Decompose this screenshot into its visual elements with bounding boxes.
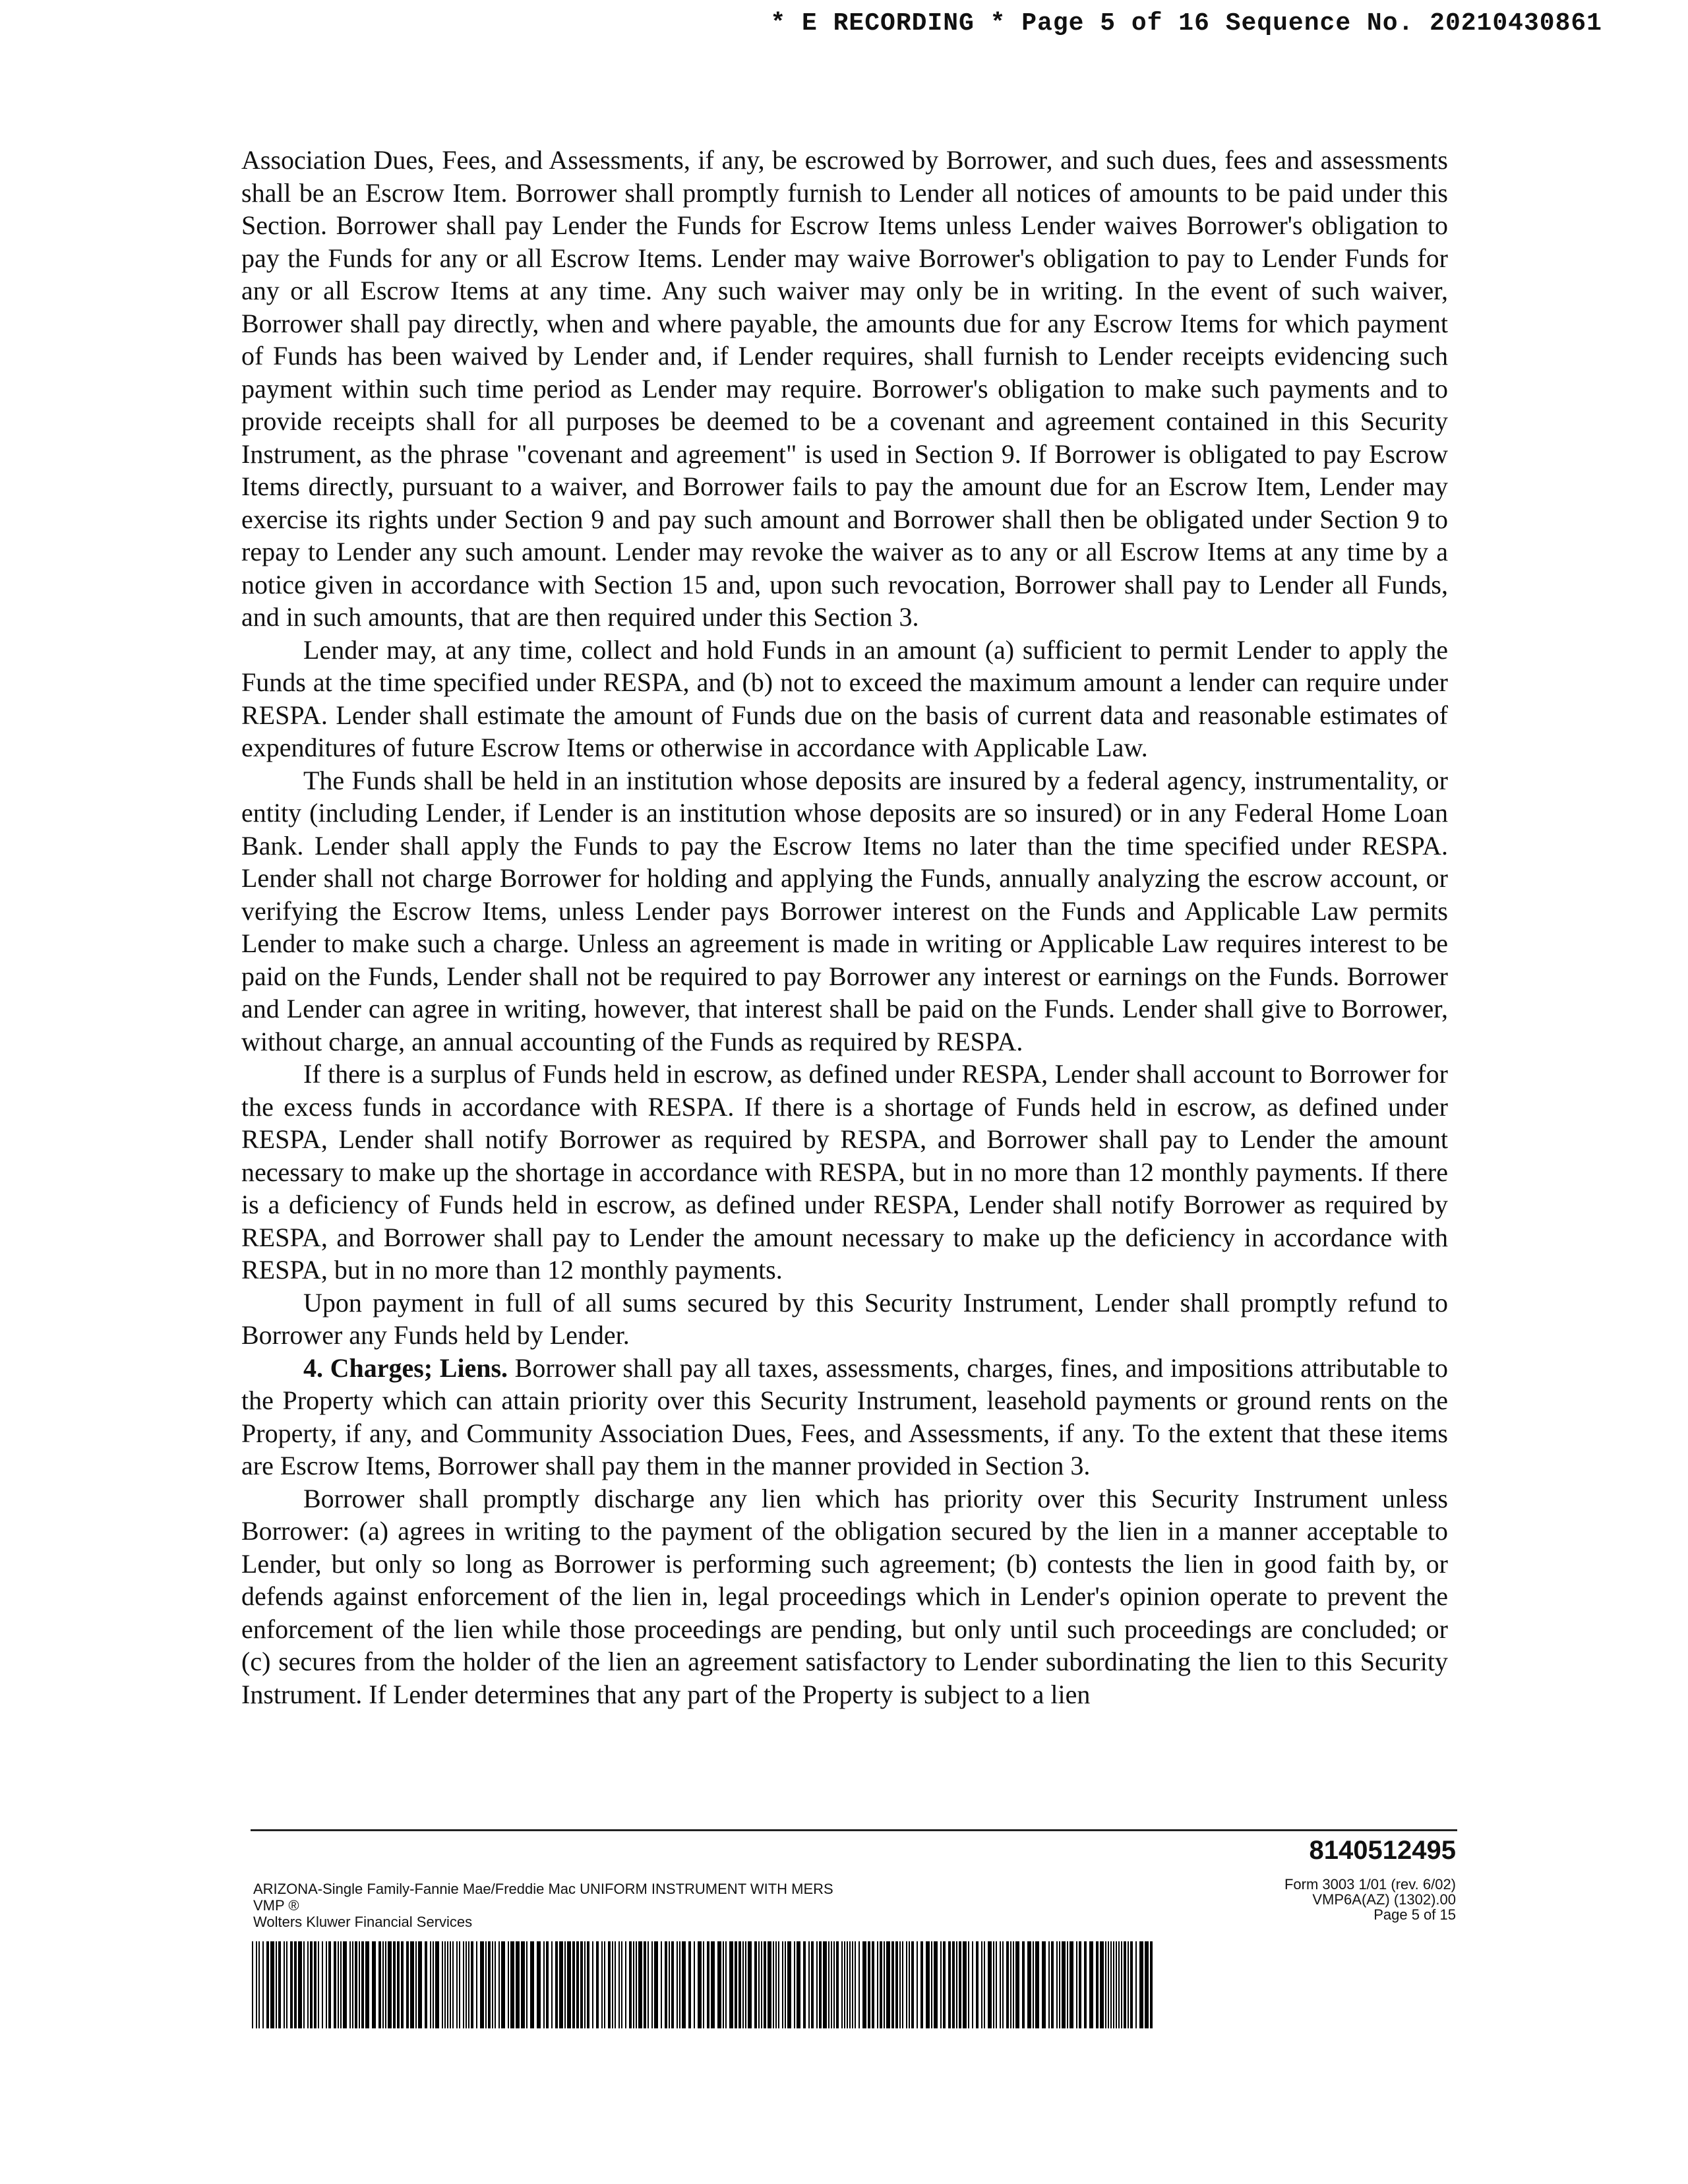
barcode-bar [284,1941,285,2028]
barcode-bar [698,1941,702,2028]
barcode-bar [359,1941,360,2028]
recording-header: * E RECORDING * Page 5 of 16 Sequence No. 20210430861 [770,9,1602,38]
barcode-bar [385,1941,386,2028]
barcode-bar [773,1941,774,2028]
barcode-bar [648,1941,649,2028]
barcode-bar [1002,1941,1004,2028]
barcode-bar [745,1941,746,2028]
barcode-bar [629,1941,632,2028]
barcode-bar [1079,1941,1081,2028]
barcode-bar [576,1941,579,2028]
barcode-bar [349,1941,351,2028]
barcode-bar [1128,1941,1129,2028]
barcode-bar [993,1941,994,2028]
paragraph-refund [241,1287,1448,1352]
barcode-bar [262,1941,264,2028]
barcode-bar [266,1941,269,2028]
barcode-bar [326,1941,327,2028]
barcode-bar [811,1941,814,2028]
footer-right-line: Page 5 of 15 [1373,1906,1456,1923]
barcode-bar [567,1941,571,2028]
barcode-bar [877,1941,878,2028]
barcode-bar [884,1941,885,2028]
barcode-bar [862,1941,866,2028]
barcode-bar [738,1941,741,2028]
footer-form-description [253,1881,833,1930]
barcode-bar [943,1941,946,2028]
barcode-bar [298,1941,302,2028]
paragraph-surplus [241,1058,1448,1287]
barcode-bar [1135,1941,1137,2028]
barcode-bar [258,1941,260,2028]
barcode-bar [886,1941,890,2028]
barcode-bar [294,1941,297,2028]
barcode-bar [909,1941,910,2028]
barcode-bar [361,1941,364,2028]
barcode-bar [450,1941,451,2028]
barcode-bar [644,1941,646,2028]
barcode-bar [559,1941,563,2028]
barcode-bar [430,1941,431,2028]
barcode-bar [425,1941,427,2028]
barcode-bar [492,1941,493,2028]
barcode-bar [968,1941,969,2028]
barcode-bar [1105,1941,1106,2028]
barcode-bar [996,1941,997,2028]
barcode-bar [959,1941,961,2028]
barcode-bar [847,1941,848,2028]
barcode-bar [551,1941,553,2028]
barcode-bar [911,1941,914,2028]
barcode-bar [433,1941,434,2028]
barcode-bar [501,1941,505,2028]
barcode-bar [459,1941,460,2028]
barcode-bar [1100,1941,1104,2028]
barcode-bar [754,1941,757,2028]
paragraph-funds-held [241,764,1448,1058]
barcode-bar [1033,1941,1034,2028]
barcode-bar [444,1941,446,2028]
barcode-bar [625,1941,626,2028]
barcode-bar [895,1941,898,2028]
barcode-bar [823,1941,827,2028]
barcode-bar [452,1941,454,2028]
barcode-bar [564,1941,566,2028]
barcode-bar [456,1941,458,2028]
barcode-bar [785,1941,786,2028]
barcode-bar [906,1941,907,2028]
barcode-bar [972,1941,973,2028]
barcode-bar [956,1941,957,2028]
barcode-bar [1089,1941,1093,2028]
barcode-bar [1067,1941,1068,2028]
barcode-bar [307,1941,309,2028]
barcode-bar [1027,1941,1031,2028]
barcode-bar [1022,1941,1025,2028]
barcode-bar [1035,1941,1039,2028]
barcode-bar [899,1941,901,2028]
barcode-bar [723,1941,724,2028]
barcode-bar [343,1941,347,2028]
barcode-bar [931,1941,932,2028]
barcode-bar [934,1941,938,2028]
paragraph-text: Upon payment in full of all sums secured by this Security Instrument, Lender shall promptly refund to Borrower any Funds held by Lender. [241,1287,1448,1350]
barcode-bar [498,1941,500,2028]
barcode-bar [1076,1941,1077,2028]
barcode-bar [466,1941,467,2028]
barcode-bar [816,1941,818,2028]
barcode-bar [1056,1941,1058,2028]
barcode-bar [742,1941,744,2028]
barcode-bar [808,1941,810,2028]
barcode-bar [596,1941,599,2028]
barcode-bar [410,1941,414,2028]
barcode-bar [604,1941,605,2028]
barcode-bar [1116,1941,1117,2028]
barcode-bar [661,1941,662,2028]
barcode-bar [859,1941,860,2028]
barcode-bar [415,1941,417,2028]
barcode-bar [270,1941,274,2028]
barcode-bar [495,1941,496,2028]
barcode-bar [592,1941,593,2028]
barcode-bar [537,1941,541,2028]
barcode-bar [276,1941,277,2028]
barcode-bar [819,1941,822,2028]
barcode-bar [1150,1941,1153,2028]
barcode-bar [948,1941,951,2028]
barcode-bar [615,1941,616,2028]
barcode-bar [1059,1941,1060,2028]
barcode-bar [669,1941,670,2028]
barcode-bar [278,1941,281,2028]
barcode-bar [378,1941,381,2028]
barcode-bar [654,1941,658,2028]
barcode-bar [671,1941,674,2028]
barcode-bar [334,1941,336,2028]
barcode-bar [703,1941,704,2028]
footer-left-line: Wolters Kluwer Financial Services [253,1914,473,1930]
barcode-bar [286,1941,287,2028]
barcode-bar [836,1941,839,2028]
footer-right-line: Form 3003 1/01 (rev. 6/02) [1284,1876,1456,1893]
barcode-bar [694,1941,695,2028]
barcode-bar [1124,1941,1126,2028]
barcode-bar [252,1941,253,2028]
barcode-bar [488,1941,491,2028]
barcode-bar [735,1941,737,2028]
barcode-bar [1048,1941,1050,2028]
barcode-bar [1015,1941,1019,2028]
barcode-bar [872,1941,874,2028]
barcode-bar [828,1941,829,2028]
barcode-bar [463,1941,464,2028]
barcode-bar [612,1941,613,2028]
barcode-bar [480,1941,484,2028]
barcode-bar [768,1941,771,2028]
barcode-bar [682,1941,686,2028]
barcode-bar [447,1941,448,2028]
barcode-bar [388,1941,392,2028]
barcode-bar [844,1941,845,2028]
barcode-bar [1139,1941,1143,2028]
barcode-bar [1042,1941,1046,2028]
barcode-bar [707,1941,709,2028]
barcode-bar [981,1941,982,2028]
barcode-bar [526,1941,528,2028]
barcode-bar [1000,1941,1001,2028]
barcode-bar [963,1941,967,2028]
paragraph-text: Borrower shall promptly discharge any lien which has priority over this Security Instrument unless Borrower: (a) agrees in writing to the payment of the obligation secured by the lien in a manner acceptable to Lender, but only so long as Borrower is performing such agreement; (b) contests the lien in good faith by, or defends against enforcement of the lien in, legal proceedings which in Lender's opinion operate to prevent the enforcement of the lien while those proceedings are pending, but only until such proceedings are concluded; or (c) secures from the holder of the lien an agreement satisfactory to Lender subordinating the lien to this Security Instrument. If Lender determines that any part of the Property is subject to a lien [241,1483,1448,1709]
barcode-bar [651,1941,653,2028]
barcode-bar [868,1941,870,2028]
barcode-bar [852,1941,853,2028]
barcode-bar [717,1941,721,2028]
barcode-bar [688,1941,691,2028]
barcode-bar [855,1941,856,2028]
barcode-bar [555,1941,558,2028]
barcode-bar [926,1941,930,2028]
barcode-bar [988,1941,992,2028]
barcode-bar [787,1941,791,2028]
barcode-bar [521,1941,525,2028]
barcode-bar [1013,1941,1014,2028]
barcode-bar [485,1941,487,2028]
barcode-bar [355,1941,357,2028]
barcode-bar [290,1941,293,2028]
paragraph-text: Lender may, at any time, collect and hold Funds in an amount (a) sufficient to permit Lender to apply the Funds at the time specified under RESPA, and (b) not to exceed the maximum amount a lender can require under RESPA. Lender shall estimate the amount of Funds due on the basis of current data and reasonable estimates of expenditures of future Escrow Items or otherwise in accordance with Applicable Law. [241,634,1448,762]
barcode-bar [418,1941,422,2028]
barcode-bar [729,1941,733,2028]
barcode-bar [1051,1941,1054,2028]
barcode-bar [314,1941,316,2028]
section-heading: 4. Charges; Liens. [303,1352,508,1383]
barcode-bar [917,1941,918,2028]
barcode-bar [1145,1941,1149,2028]
barcode-bar [365,1941,369,2028]
barcode-bar [803,1941,806,2028]
footer-left-line: VMP ® [253,1897,299,1914]
barcode-bar [1096,1941,1099,2028]
paragraph-collect-funds [241,634,1448,764]
barcode-bar [328,1941,331,2028]
barcode-bar [1121,1941,1122,2028]
barcode-bar [618,1941,620,2028]
barcode-bar [1062,1941,1066,2028]
loan-number: 8140512495 [1309,1836,1456,1865]
barcode-bar [530,1941,534,2028]
barcode-bar [303,1941,305,2028]
barcode-bar [902,1941,903,2028]
barcode-bar [797,1941,800,2028]
barcode-bar [584,1941,586,2028]
barcode-bar [841,1941,843,2028]
barcode-bar [638,1941,642,2028]
barcode-bar [920,1941,923,2028]
barcode-bar [608,1941,611,2028]
barcode-bar [1070,1941,1073,2028]
barcode-bar [778,1941,779,2028]
barcode-bar [1113,1941,1114,2028]
barcode-bar [1108,1941,1109,2028]
barcode-bar [406,1941,409,2028]
barcode-bar [318,1941,319,2028]
barcode-bar [372,1941,376,2028]
barcode-bar [310,1941,313,2028]
paragraph-text: If there is a surplus of Funds held in escrow, as defined under RESPA, Lender shall account to Borrower for the excess funds in accordance with RESPA. If there is a shortage of Funds held in escrow, as defined under RESPA, Lender shall notify Borrower as required by RESPA, and Borrower shall pay to Lender the amount necessary to make up the shortage in accordance with RESPA, but in no more than 12 monthly payments. If there is a deficiency of Funds held in escrow, as defined under RESPA, Lender shall notify Borrower as required by RESPA, and Borrower shall pay to Lender the amount necessary to make up the deficiency in accordance with RESPA, but in no more than 12 monthly payments. [241,1059,1448,1285]
barcode-bar [442,1941,443,2028]
barcode-bar [831,1941,832,2028]
paragraph-text: Association Dues, Fees, and Assessments, if any, be escrowed by Borrower, and such dues, fees and assessments shall be an Escrow Item. Borrower shall promptly furnish to Lender all notices of amounts to be paid under this Section. Borrower shall pay Lender the Funds for Escrow Items unless Lender waives Borrower's obligation to pay the Funds for any or all Escrow Items. Lender may waive Borrower's obligation to pay to Lender Funds for any or all Escrow Items at any time. Any such waiver may only be in writing. In the event of such waiver, Borrower shall pay directly, when and where payable, the amounts due for any Escrow Items for which payment of Funds has been waived by Lender and, if Lender requires, shall furnish to Lender receipts evidencing such payment within such time period as Lender may require. Borrower's obligation to make such payments and to provide receipts shall for all purposes be deemed to be a covenant and agreement contained in this Security Instrument, as the phrase "covenant and agreement" is used in Section 9. If Borrower is obligated to pay Escrow Items directly, pursuant to a waiver, and Borrower fails to pay the amount due for an Escrow Item, Lender may exercise its rights under Section 9 and pay such amount and Borrower shall then be obligated under Section 9 to repay to Lender any such amount. Lender may revoke the waiver as to any or all Escrow Items at any time by a notice given in accordance with Section 15 and, upon such revocation, Borrower shall pay to Lender all Funds, and in such amounts, that are then required under this Section 3. [241,145,1448,632]
barcode-bar [725,1941,727,2028]
footer-form-number [1284,1877,1456,1922]
barcode-bar [256,1941,257,2028]
barcode-bar [543,1941,545,2028]
barcode-bar [880,1941,882,2028]
barcode-bar [393,1941,396,2028]
footer-left-line: ARIZONA-Single Family-Fannie Mae/Freddie Mac UNIFORM INSTRUMENT WITH MERS [253,1881,833,1897]
barcode-bar [516,1941,520,2028]
barcode-bar [508,1941,509,2028]
barcode-bar [764,1941,766,2028]
barcode-bar [1130,1941,1133,2028]
barcode-bar [758,1941,760,2028]
paragraph-discharge-lien [241,1482,1448,1711]
barcode-bar [397,1941,400,2028]
document-body [241,144,1448,1711]
barcode-bar [587,1941,589,2028]
barcode-bar [665,1941,667,2028]
barcode-bar [572,1941,575,2028]
barcode-bar [677,1941,678,2028]
paragraph-charges-liens [241,1352,1448,1482]
barcode-bar [1084,1941,1087,2028]
barcode-bar [636,1941,637,2028]
barcode-bar [471,1941,473,2028]
barcode-bar [1118,1941,1120,2028]
barcode-bar [794,1941,795,2028]
barcode-bar [891,1941,894,2028]
barcode-bar [322,1941,323,2028]
barcode-bar [340,1941,342,2028]
barcode-bar [984,1941,985,2028]
barcode-bar [633,1941,634,2028]
barcode-bar [711,1941,715,2028]
barcode-bar [601,1941,603,2028]
barcode-bar [476,1941,477,2028]
barcode-bar [468,1941,469,2028]
barcode-bar [510,1941,514,2028]
barcode-bar [352,1941,353,2028]
barcode-bar [976,1941,979,2028]
barcode-bar [546,1941,549,2028]
barcode-bar [621,1941,622,2028]
barcode-bar [833,1941,835,2028]
footer-rule [251,1829,1457,1831]
barcode-bar [952,1941,955,2028]
barcode-bar [940,1941,942,2028]
barcode-bar [1110,1941,1112,2028]
barcode-bar [435,1941,439,2028]
barcode-bar [775,1941,777,2028]
barcode-bar [401,1941,404,2028]
paragraph-text: Borrower shall pay all taxes, assessments, charges, fines, and impositions attributable to the Property which can attain priority over this Security Instrument, leasehold payments or ground rents on the Property, if any, and Community Association Dues, Fees, and Assessments, if any. To the extent that these items are Escrow Items, Borrower shall pay them in the manner provided in Section 3. [241,1352,1449,1480]
barcode-bar [849,1941,851,2028]
barcode-bar [679,1941,680,2028]
barcode-bar [382,1941,384,2028]
barcode-bar [338,1941,339,2028]
barcode-bar [782,1941,783,2028]
barcode-bar [1006,1941,1009,2028]
barcode-bar [748,1941,752,2028]
footer-right-line: VMP6A(AZ) (1302).00 [1312,1891,1456,1908]
barcode-bar [761,1941,762,2028]
barcode-bar [1010,1941,1011,2028]
paragraph-escrow-waiver [241,144,1448,634]
paragraph-text: The Funds shall be held in an institution whose deposits are insured by a federal agency, instrumentality, or entity (including Lender, if Lender is an institution whose deposits are so insured) or in any Federal Home Loan Bank. Lender shall apply the Funds to pay the Escrow Items no later than the time specified under RESPA. Lender shall not charge Borrower for holding and applying the Funds, annually analyzing the escrow account, or verifying the Escrow Items, unless Lender pays Borrower interest on the Funds and Applicable Law permits Lender to make such a charge. Unless an agreement is made in writing or Applicable Law requires interest to be paid on the Funds, Lender shall not be required to pay Borrower any interest or earnings on the Funds. Borrower and Lender can agree in writing, however, that interest shall be paid on the Funds. Lender shall give to Borrower, without charge, an annual accounting of the Funds as required by RESPA. [241,765,1448,1056]
barcode [252,1941,1155,2028]
barcode-bar [580,1941,583,2028]
